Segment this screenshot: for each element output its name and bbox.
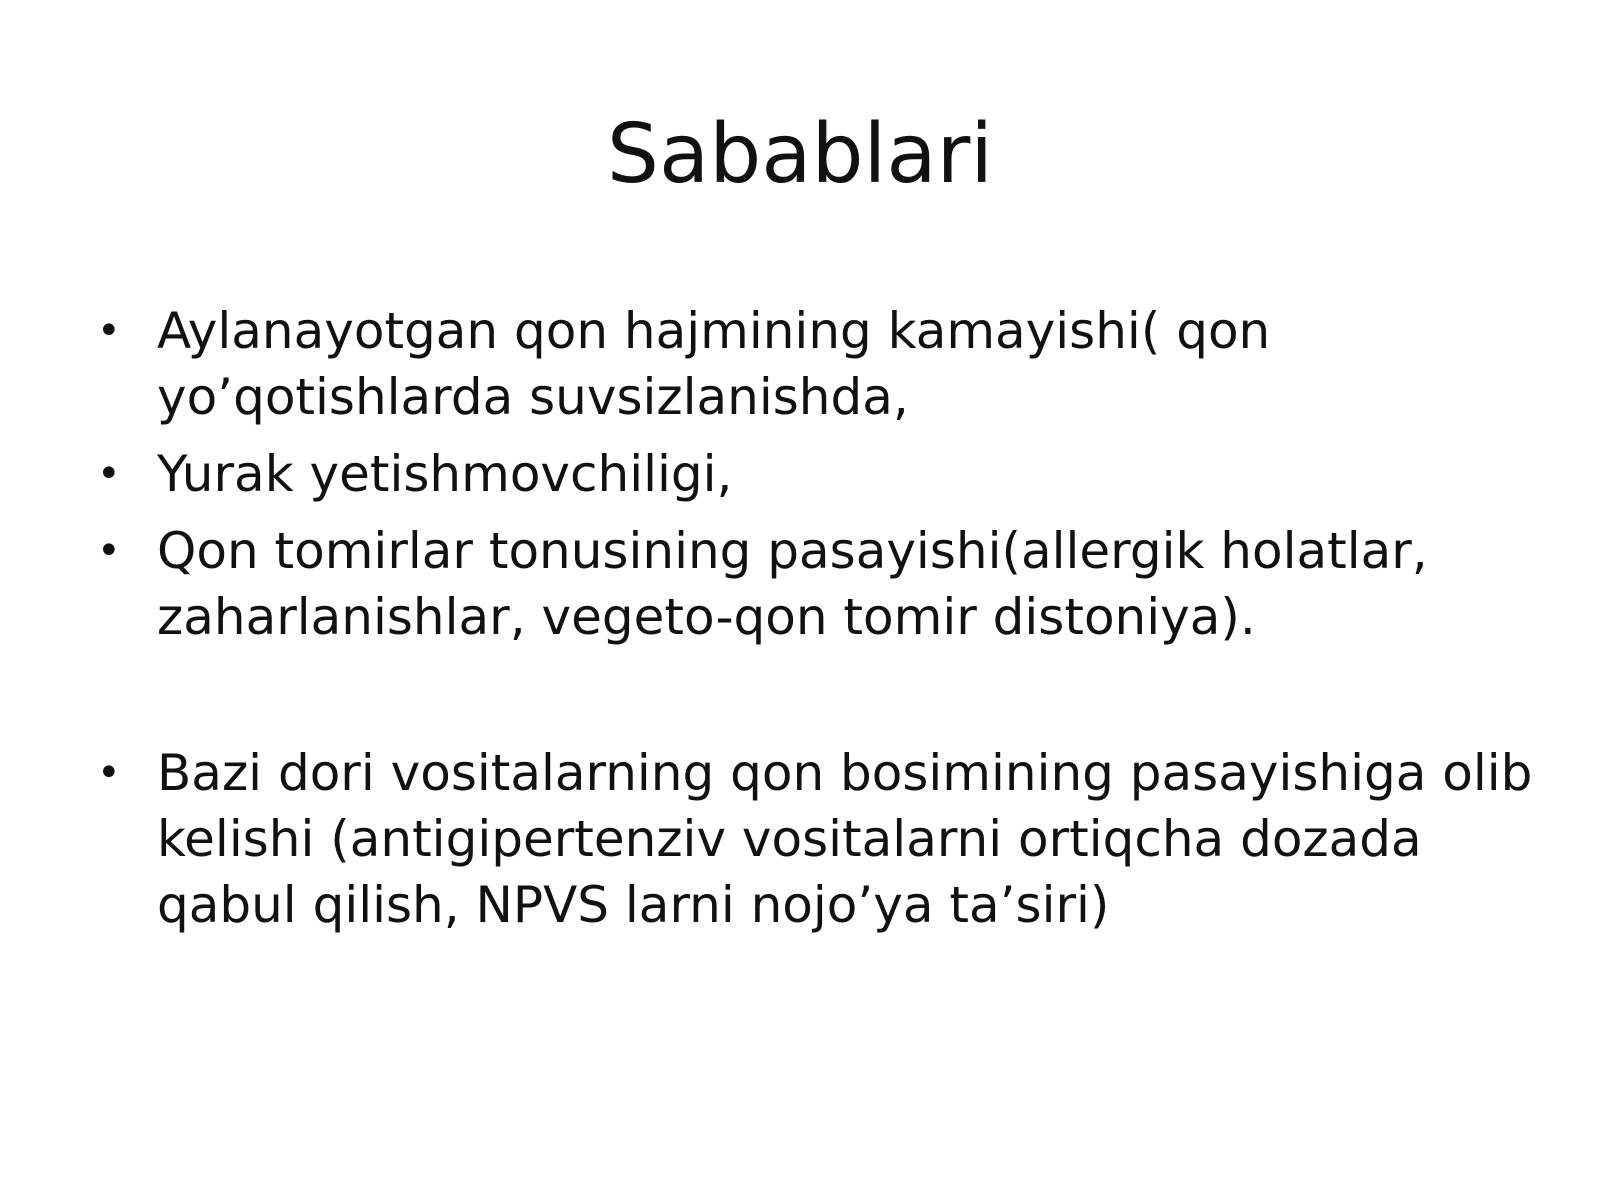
bullet-item <box>97 518 1537 650</box>
bullet-text: Bazi dori vositalarning qon bosimining pasayishiga olib kelishi (antigipertenziv vositalarni ortiqcha dozada qabul qilish, NPVS larni nojo’ya ta’siri) <box>157 744 1533 934</box>
bullet-item <box>97 740 1537 938</box>
bullet-text: Yurak yetishmovchiligi, <box>157 445 733 503</box>
bullet-list <box>97 298 1537 949</box>
bullet-dot-icon: • <box>97 750 121 796</box>
bullet-dot-icon: • <box>97 308 121 354</box>
bullet-dot-icon: • <box>97 528 121 574</box>
slide-title: Sabablari <box>606 107 994 202</box>
bullet-item <box>97 441 1537 507</box>
bullet-item <box>97 298 1537 430</box>
bullet-text: Qon tomirlar tonusining pasayishi(allergik holatlar, zaharlanishlar, vegeto-qon tomir distoniya). <box>157 522 1428 646</box>
bullet-dot-icon: • <box>97 451 121 497</box>
bullet-text: Aylanayotgan qon hajmining kamayishi( qon yo’qotishlarda suvsizlanishda, <box>157 302 1271 426</box>
